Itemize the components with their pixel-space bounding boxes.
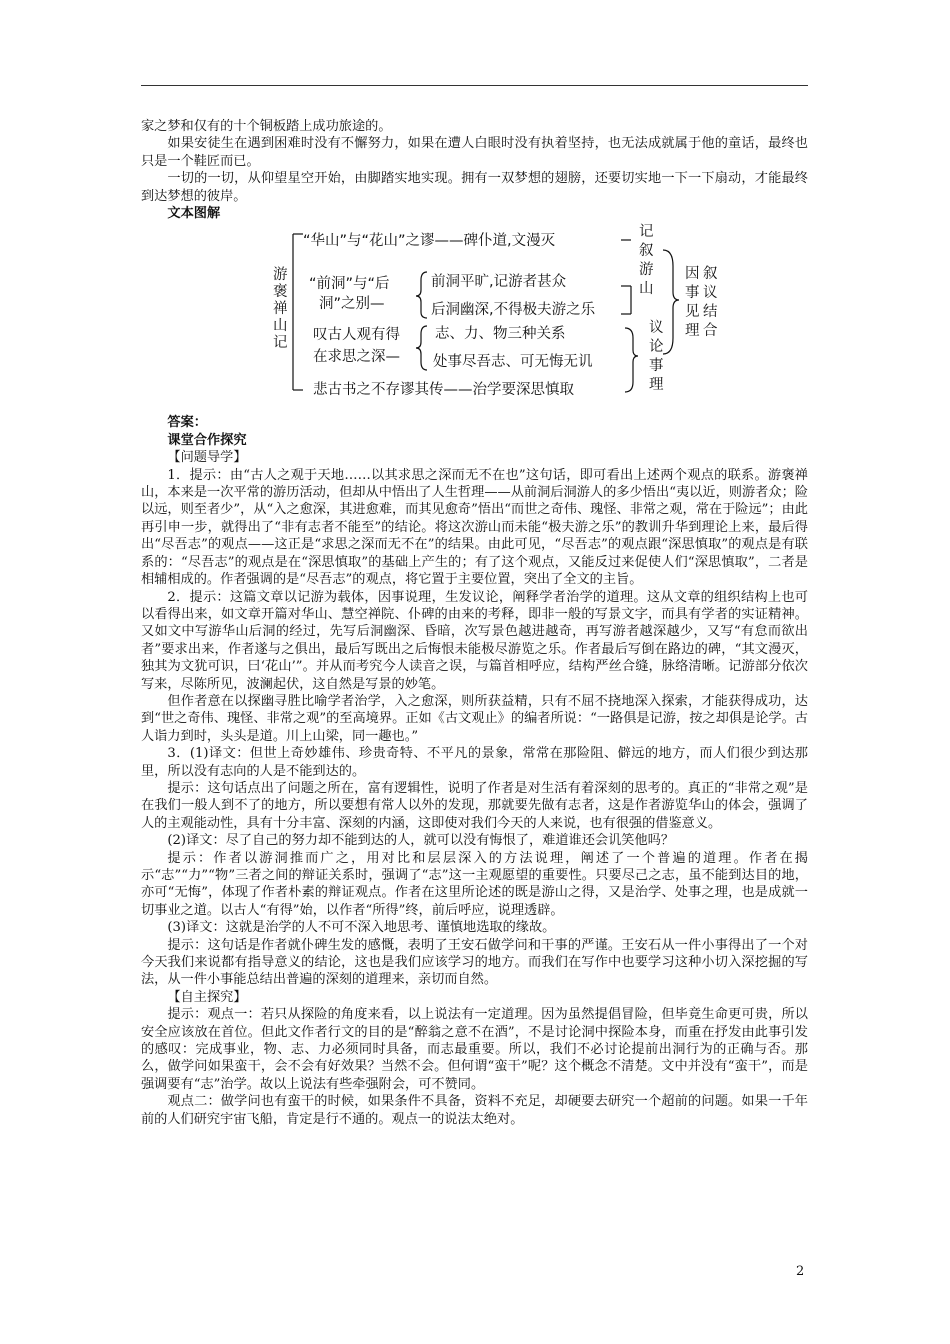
answer-paragraph: (3)译文：这就是治学的人不可不深入地思考、谨慎地选取的缘故。 bbox=[167, 920, 556, 936]
answers-label: 答案： bbox=[167, 415, 207, 431]
root-char: 禅 bbox=[273, 301, 288, 318]
diagram-side1 bbox=[639, 223, 658, 297]
subsection-self: 【自主探究】 bbox=[167, 989, 247, 1005]
root-char: 记 bbox=[273, 335, 288, 352]
answer-paragraph: 提示：这句话是作者就仆碑生发的感慨，表明了王安石做学问和干事的严谨。王安石从一件小事得出了一个对今天我们来说都有指导意义的结论，这也是我们应该学习的地方。而我们在写作中也要学习这种小切入深挖掘的写法，从一件小事能总结出普遍的深刻的道理来，亲切而自然。 bbox=[141, 937, 808, 988]
answer-paragraph: (2)译文：尽了自己的努力却不能到达的人，就可以没有悔恨了，难道谁还会讥笑他吗？ bbox=[167, 833, 675, 849]
text-diagram bbox=[141, 222, 808, 404]
diagram-conclusion-col1: 因 事 见 理 bbox=[685, 266, 700, 340]
diagram-row3-a: 志、力、物三种关系 bbox=[435, 326, 566, 343]
diagram-row1: “华山”与“花山”之谬——碑仆道,文漫灭 bbox=[303, 233, 556, 250]
group2-brace bbox=[625, 328, 638, 392]
root-char: 褒 bbox=[273, 284, 288, 301]
diagram-svg bbox=[141, 222, 808, 404]
answer-paragraph: 提示：作者以游洞推而广之，用对比和层层深入的方法说理，阐述了一个普遍的道理。作者在揭示“志”“力”“物”三者之间的辩证关系时，强调了“志”这一主观愿望的重要性。只要尽己之志，虽不能到达目的地，亦可“无悔”，体现了作者朴素的辩证观点。作者在这里所论述的既是游山之得，又是治学、处事之理，也是成就一切事业之道。以古人“有得”始，以作者“所得”终，前后呼应，说理透辟。 bbox=[141, 850, 808, 918]
answer-paragraph: 提示：这句话点出了问题之所在，富有逻辑性，说明了作者是对生活有着深刻的思考的。真正的“非常之观”是在我们一般人到不了的地方，所以要想有常人以外的发现，那就要先做有志者，这是作者游览华山的体会，强调了人的主观能动性，具有十分丰富、深刻的内涵，这即使对我们今天的人来说，也有很强的借鉴意义。 bbox=[141, 780, 808, 831]
diagram-root bbox=[273, 266, 292, 351]
diagram-row2-a: 前洞平旷,记游者甚众 bbox=[431, 274, 567, 291]
row3-brace bbox=[416, 326, 427, 370]
diagram-row2-b: 后洞幽深,不得极夫游之乐 bbox=[431, 302, 596, 319]
intro-line: 家之梦和仅有的十个铜板踏上成功旅途的。 bbox=[141, 119, 392, 134]
answer-paragraph: 但作者意在以探幽寻胜比喻学者治学，入之愈深，则所获益精，只有不屈不挠地深入探索，才能获得成功，达到“世之奇伟、瑰怪、非常之观”的至高境界。正如《古文观止》的编者所说：“一路俱是记游，按之却俱是论学。古人诣力到时，头头是道。川上山梁，同一趣也。” bbox=[141, 693, 808, 744]
side2-char: 议 bbox=[649, 320, 664, 337]
diagram-row3-b: 处事尽吾志、可无悔无讥 bbox=[433, 354, 593, 371]
diagram-row3-head-b: 在求思之深— bbox=[313, 349, 400, 366]
intro-paragraph: 如果安徒生在遇到困难时没有不懈努力，如果在遭人白眼时没有执着坚持，也无法成就属于他的童话，最终也只是一个鞋匠而已。 bbox=[141, 136, 808, 169]
side2-char: 论 bbox=[649, 339, 664, 356]
page-body bbox=[141, 118, 808, 1128]
side2-char: 理 bbox=[649, 377, 664, 394]
diagram-row2-head-b: 洞”之别— bbox=[319, 296, 385, 313]
diagram-row4: 悲古书之不存谬其传——治学要深思慎取 bbox=[313, 382, 574, 399]
root-char: 山 bbox=[273, 318, 288, 335]
diagram-conclusion-col2: 叙 议 结 合 bbox=[703, 266, 718, 340]
side2-char: 事 bbox=[649, 358, 664, 375]
side1-char: 记 bbox=[639, 224, 654, 241]
row2-brace bbox=[416, 272, 427, 318]
answer-paragraph: 1．提示：由“古人之观于天地……以其求思之深而无不在也”这句话，即可看出上述两个观点的联系。游褒禅山，本来是一次平常的游历活动，但却从中悟出了人生哲理——从前洞后洞游人的多少悟出“夷以近，则游者众；险以远，则至者少”，从“入之愈深，其进愈难，而其见愈奇”悟出“而世之奇伟、瑰怪、非常之观，常在于险远”；由此再引申一步，就得出了“非有志者不能至”的结论。将这次游山而未能“极夫游之乐”的教训升华到理论上来，最后得出“尽吾志”的观点——这正是“求思之深而无不在”的结果。由此可见，“尽吾志”的观点跟“深思慎取”的观点是有联系的：“尽吾志”的观点是在“深思慎取”的基础上产生的；有了这个观点，又能反过来促使人们“深思慎取”，二者是相辅相成的。作者强调的是“尽吾志”的观点，将它置于主要位置，突出了全文的主旨。 bbox=[141, 467, 808, 588]
diagram-heading: 文本图解 bbox=[167, 206, 221, 222]
root-char: 游 bbox=[273, 267, 288, 284]
side1-char: 山 bbox=[639, 281, 654, 298]
subsection-guide: 【问题导学】 bbox=[167, 450, 247, 466]
side1-char: 叙 bbox=[639, 243, 654, 260]
diagram-row3-head-a: 叹古人观有得 bbox=[313, 327, 400, 344]
intro-paragraph: 一切的一切，从仰望星空开始，由脚踏实地实现。拥有一双梦想的翅膀，还要切实地一下一下扇动，才能最终到达梦想的彼岸。 bbox=[141, 171, 808, 204]
answer-paragraph: 提示：观点一：若只从探险的角度来看，以上说法有一定道理。因为虽然提倡冒险，但毕竟生命更可贵，所以安全应该放在首位。但此文作者行文的目的是“醉翁之意不在酒”，不是讨论洞中探险本身，而重在抒发由此事引发的感叹：完成事业，物、志、力必须同时具备，而志最重要。所以，我们不必讨论提前出洞行为的正确与否。那么，做学问如果蛮干，会不会有好效果？当然不会。但何谓“蛮干”呢？这个概念不清楚。文中并没有“蛮干”，而是强调要有“志”治学。故以上说法有些牵强附会，可不赞同。 bbox=[141, 1007, 808, 1092]
answer-paragraph: 观点二：做学问也有蛮干的时候，如果条件不具备，资料不充足，却硬要去研究一个超前的问题。如果一千年前的人们研究宇宙飞船，肯定是行不通的。观点一的说法太绝对。 bbox=[141, 1094, 808, 1127]
diagram-row2-head-a: “前洞”与“后 bbox=[309, 276, 390, 293]
diagram-side2 bbox=[649, 319, 668, 393]
page-number: 2 bbox=[796, 1264, 805, 1279]
side1-char: 游 bbox=[639, 262, 654, 279]
answer-paragraph: 3．(1)译文：但世上奇妙雄伟、珍贵奇特、不平凡的景象，常常在那险阻、僻远的地方，而人们很少到达那里，所以没有志向的人是不能到达的。 bbox=[141, 746, 808, 779]
section-title: 课堂合作探究 bbox=[167, 432, 247, 448]
header-rule bbox=[141, 85, 808, 86]
answer-paragraph: 2．提示：这篇文章以记游为载体，因事说理，生发议论，阐释学者治学的道理。这从文章的组织结构上也可以看得出来，如文章开篇对华山、慧空禅院、仆碑的由来的考释，即非一般的写景文字，而具有学者的实证精神。又如文中写游华山后洞的经过，先写后洞幽深、昏暗，次写景色越进越奇，再写游者越深越少，又写“有怠而欲出者”要求出来，作者遂与之俱出，最后写既出之后悔恨未能极尽游览之乐。作者最后写倒在路边的碑，“其文漫灭，独其为文犹可识，曰‘花山’”。并从而考究今人读音之误，与篇首相呼应，结构严丝合缝，脉络清晰。记游部分依次写来，尽陈所见，波澜起伏，这自然是写景的妙笔。 bbox=[141, 589, 808, 692]
